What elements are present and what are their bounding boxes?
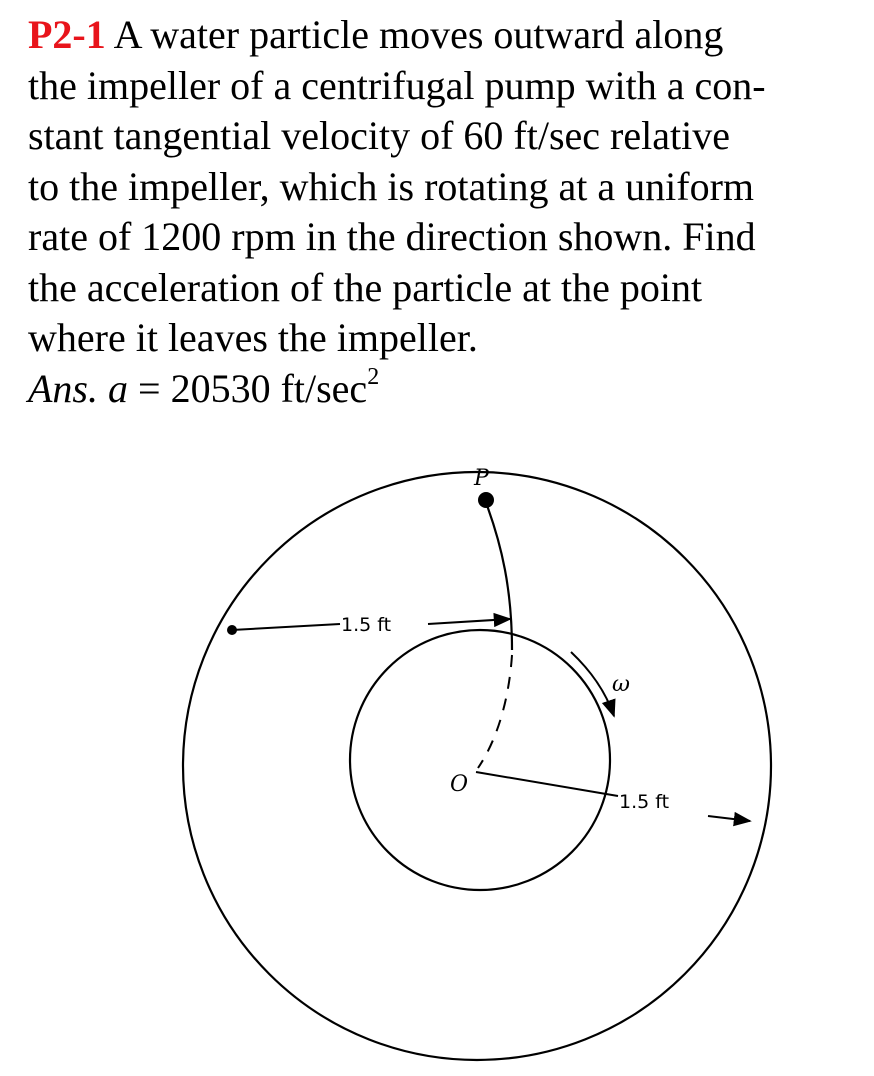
vane-dashed-extension [478, 655, 512, 768]
problem-text-line: A water particle moves outward along [113, 12, 724, 57]
problem-text-line: the impeller of a centrifugal pump with a con- [28, 62, 766, 108]
impeller-vane [485, 500, 512, 650]
problem-text-line: to the impeller, which is rotating at a uniform [28, 163, 754, 209]
particle-point [478, 492, 494, 508]
outer-circle [183, 472, 771, 1060]
outer-dimension-label: 1.5 ft [341, 614, 392, 636]
inner-circle [350, 630, 610, 890]
answer-label: Ans. [28, 365, 98, 411]
rotation-label: ω [612, 672, 630, 697]
rotation-arrow [571, 652, 614, 716]
inner-dimension-label: 1.5 ft [619, 791, 670, 813]
answer-variable: a [108, 365, 128, 411]
problem-text-line: stant tangential velocity of 60 ft/sec relative [28, 113, 730, 158]
radius-line [476, 772, 618, 796]
problem-text-line: rate of 1200 rpm in the direction shown. Find [28, 214, 756, 259]
answer-exponent: 2 [367, 363, 380, 390]
point-label: P [474, 466, 489, 491]
dimension-left-line [232, 624, 340, 630]
center-label: O [450, 772, 469, 797]
radius-arrow [708, 816, 750, 821]
problem-number: P2-1 [28, 12, 106, 57]
answer-equals: = [138, 365, 161, 411]
dimension-left-arrow [428, 619, 510, 624]
answer-value: 20530 ft/sec [170, 365, 368, 411]
problem-text-line: where it leaves the impeller. [28, 315, 478, 360]
problem-text-line: the acceleration of the particle at the point [28, 264, 703, 310]
